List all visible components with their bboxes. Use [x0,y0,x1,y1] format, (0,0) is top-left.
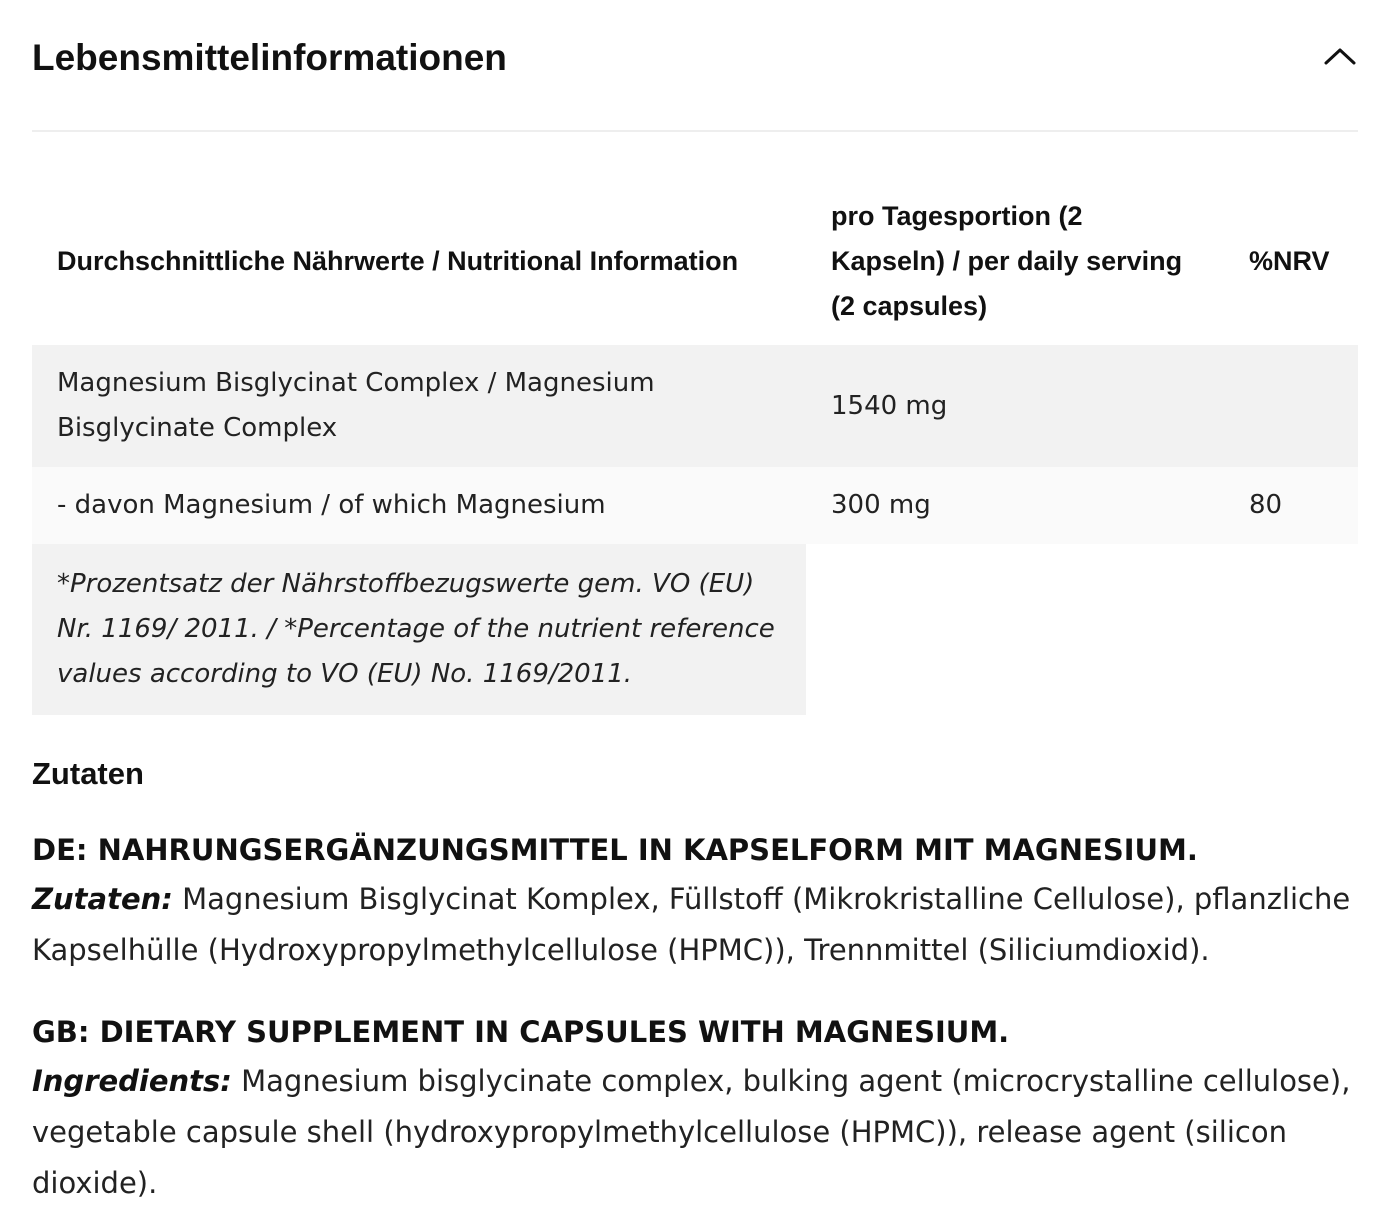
accordion-header[interactable] [32,30,1358,86]
nutrient-amount: 1540 mg [806,345,1224,467]
ingredients-de-title: DE: NAHRUNGSERGÄNZUNGSMITTEL IN KAPSELFORM MIT MAGNESIUM. [32,833,1198,867]
ingredients-gb-label: Ingredients: [32,1064,232,1098]
nutrient-nrv [1224,345,1358,467]
ingredients-de-body: Magnesium Bisglycinat Komplex, Füllstoff (Mikrokristalline Cellulose), pflanzliche Kapselhülle (Hydroxypropylmethylcellulose (HPMC)), Trennmittel (Siliciumdioxid). [32,882,1351,967]
ingredients-gb-body: Magnesium bisglycinate complex, bulking agent (microcrystalline cellulose), vegetable capsule shell (hydroxypropylmethylcellulose (HPMC)), release agent (silicon dioxide). [32,1064,1351,1200]
nrv-footnote: *Prozentsatz der Nährstoffbezugswerte gem. VO (EU) Nr. 1169/ 2011. / *Percentage of the nutrient reference values according to VO (EU) No. 1169/2011. [32,544,806,715]
ingredients-de [32,826,1362,976]
ingredients-gb [32,1008,1362,1209]
nutrient-nrv: 80 [1224,467,1358,544]
nutrient-amount: 300 mg [806,467,1224,544]
section-divider [32,130,1358,132]
nutrient-name: Magnesium Bisglycinat Complex / Magnesium Bisglycinate Complex [32,345,806,467]
footnote-spacer [806,544,1358,715]
collapse-toggle-button[interactable] [1322,38,1358,74]
ingredients-heading: Zutaten [32,756,144,791]
table-row [32,467,1358,544]
table-row [32,345,1358,467]
nutrient-name: - davon Magnesium / of which Magnesium [32,467,806,544]
ingredients-de-label: Zutaten: [32,882,173,916]
header-amount: pro Tagesportion (2 Kapseln) / per daily serving (2 capsules) [831,201,1183,321]
chevron-up-icon [1323,46,1357,66]
ingredients-de-text [32,874,1362,976]
ingredients-gb-text [32,1056,1362,1209]
ingredients-gb-title: GB: DIETARY SUPPLEMENT IN CAPSULES WITH MAGNESIUM. [32,1015,1010,1049]
footnote-row [32,544,1358,715]
nutrition-table [32,180,1358,715]
nutrition-table-header-row [32,180,1358,345]
section-title: Lebensmittelinformationen [32,37,507,78]
header-nutrient: Durchschnittliche Nährwerte / Nutritional Information [57,246,739,276]
header-nrv: %NRV [1249,246,1330,276]
